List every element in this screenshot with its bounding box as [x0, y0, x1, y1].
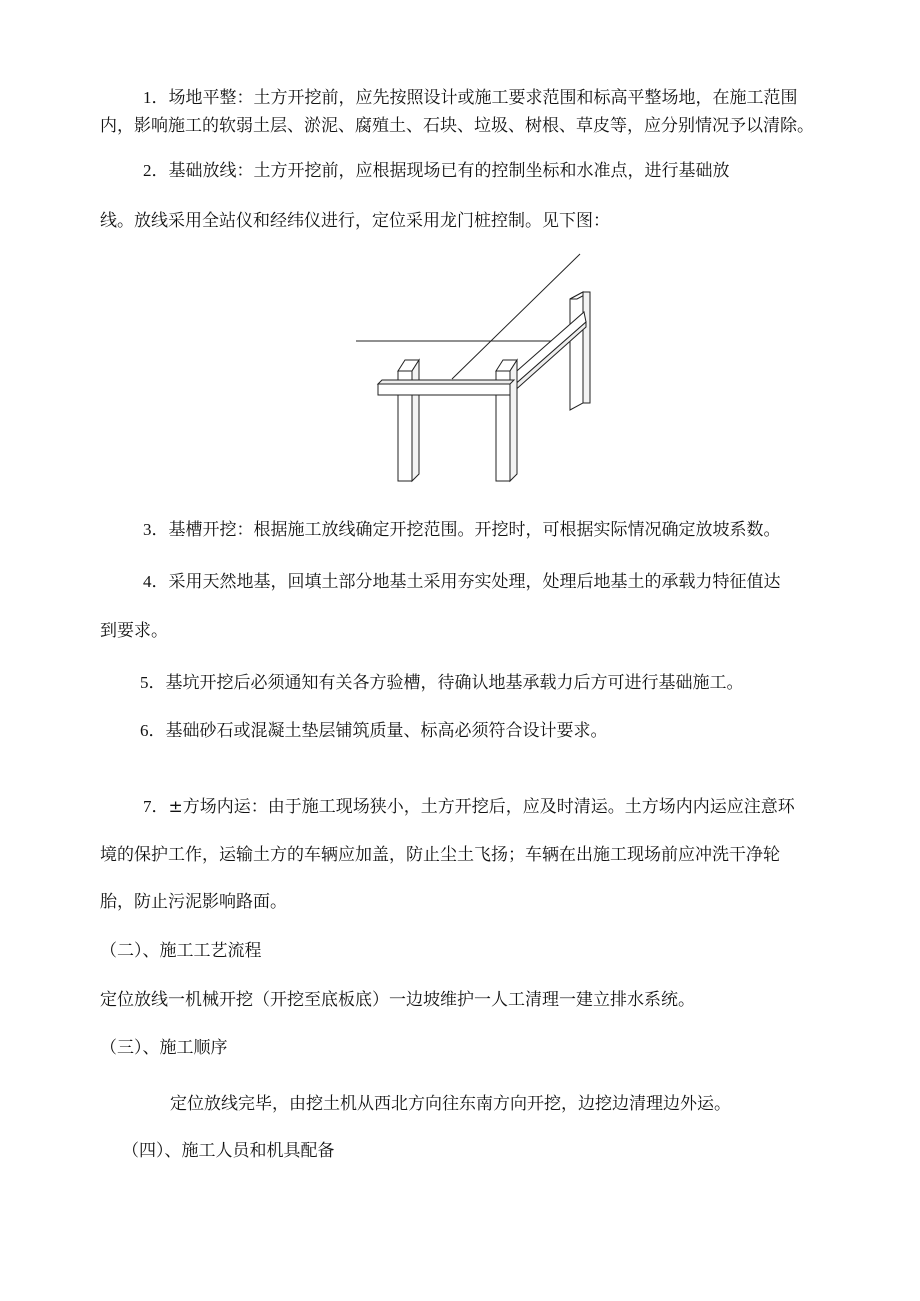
- item-1-line-2: [100, 114, 814, 138]
- item-text: ．基槽开挖：根据施工放线确定开挖范围。开挖时，可根据实际情况确定放坡系数。: [151, 520, 781, 540]
- item-text: ．场地平整：土方开挖前，应先按照设计或施工要求范围和标高平整场地，在施工范围: [151, 88, 798, 108]
- horizontal-board: [378, 384, 510, 395]
- right-post-side: [583, 292, 590, 403]
- item-number: 3: [143, 520, 152, 539]
- item-text: 境的保护工作，运输土方的车辆应加盖，防止尘土飞扬；车辆在出施工现场前应冲洗干净轮: [100, 845, 780, 865]
- section-3-body: 定位放线完毕，由挖土机从西北方向往东南方向开挖，边挖边清理边外运。: [170, 1094, 731, 1114]
- item-text: 到要求。: [100, 621, 168, 641]
- item-4-line-1: [143, 570, 781, 594]
- item-text: ．基础砂石或混凝土垫层铺筑质量、标高必须符合设计要求。: [148, 721, 608, 741]
- item-3-line-1: [143, 518, 781, 542]
- item-number: 5: [140, 673, 149, 692]
- item-text: ．采用天然地基，回填土部分地基土采用夯实处理，处理后地基土的承载力特征值达: [151, 572, 781, 592]
- item-text: 线。放线采用全站仪和经纬仪进行，定位采用龙门桩控制。见下图：: [100, 211, 610, 231]
- item-4-line-2: [100, 619, 168, 643]
- left-post-side: [412, 360, 419, 481]
- item-text: 胎，防止污泥影响路面。: [100, 892, 287, 912]
- item-text: ．基坑开挖后必须通知有关各方验槽，待确认地基承载力后方可进行基础施工。: [148, 673, 744, 693]
- item-text: 内，影响施工的软弱土层、淤泥、腐殖土、石块、垃圾、树根、草皮等，应分别情况予以清除。: [100, 116, 814, 136]
- item-7-line-2: [100, 843, 780, 867]
- item-number: 4: [143, 572, 152, 591]
- item-1-line-1: [143, 86, 798, 110]
- item-7-line-1: [143, 795, 795, 819]
- item-text: ．±方场内运：由于施工现场狭小，土方开挖后，应及时清运。土方场内内运应注意环: [151, 797, 795, 817]
- section-3-heading: （三）、施工顺序: [100, 1038, 228, 1058]
- section-2-body: 定位放线一机械开挖（开挖至底板底）一边坡维护一人工清理一建立排水系统。: [100, 990, 695, 1010]
- item-6-line-1: [140, 719, 608, 743]
- batter-board-figure: [350, 252, 610, 488]
- item-number: 2: [143, 161, 152, 180]
- item-number: 6: [140, 721, 149, 740]
- item-text: ．基础放线：土方开挖前，应根据现场已有的控制坐标和水准点，进行基础放: [151, 161, 730, 181]
- section-4-heading: （四）、施工人员和机具配备: [122, 1141, 335, 1161]
- section-2-heading: （二）、施工工艺流程: [100, 941, 262, 961]
- item-2-line-2: [100, 209, 610, 233]
- item-2-line-1: [143, 159, 730, 183]
- horizontal-board-top: [378, 380, 514, 384]
- item-7-line-3: [100, 890, 287, 914]
- item-number: 7: [143, 797, 152, 816]
- right-post-front: [570, 292, 583, 410]
- middle-post-side: [510, 360, 517, 481]
- item-5-line-1: [140, 671, 744, 695]
- item-number: 1: [143, 88, 152, 107]
